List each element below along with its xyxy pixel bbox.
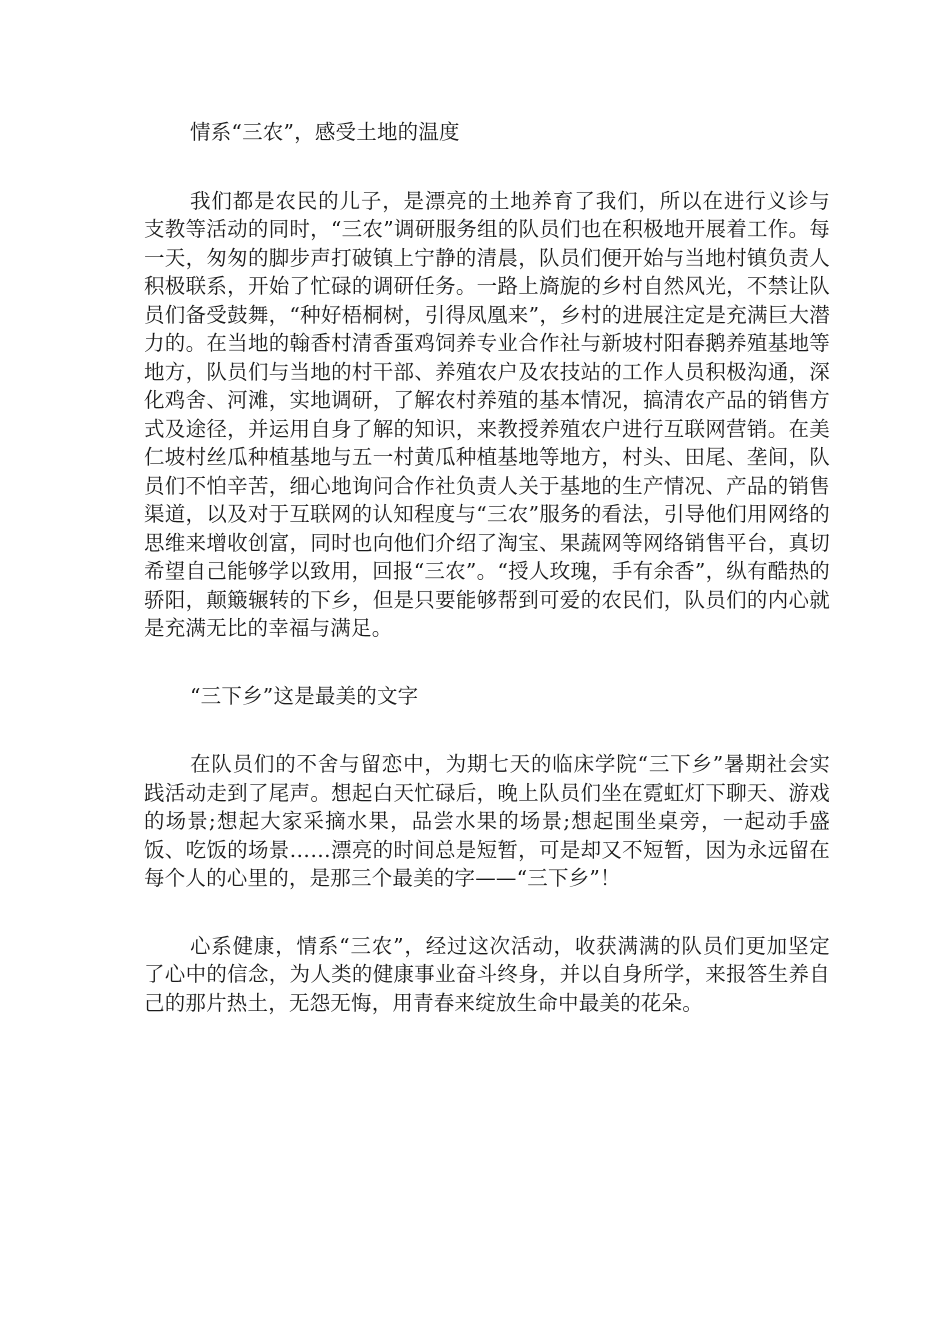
section-heading-2: “三下乡”这是最美的文字 xyxy=(190,683,419,708)
spacer xyxy=(144,893,830,932)
paragraph-3: 心系健康，情系“三农”，经过这次活动，收获满满的队员们更加坚定了心中的信念，为人类的健康事业奋斗终身，并以自身所学，来报答生养自己的那片热土，无怨无悔，用青春来绽放生命中最美的花朵。 xyxy=(144,933,830,1015)
section-heading-1: 情系“三农”，感受土地的温度 xyxy=(190,120,460,144)
spacer xyxy=(144,147,830,187)
paragraph-2: 在队员们的不舍与留恋中，为期七天的临床学院“三下乡”暑期社会实践活动走到了尾声。想起白天忙碌后，晚上队员们坐在霓虹灯下聊天、游戏的场景;想起大家采摘水果，品尝水果的场景;想起围坐桌旁，一起动手盛饭、吃饭的场景……漂亮的时间总是短暂，可是却又不短暂，因为永远留在每个人的心里的，是那三个最美的字——“三下乡”！ xyxy=(144,752,830,890)
paragraph-1: 我们都是农民的儿子，是漂亮的土地养育了我们，所以在进行义诊与支教等活动的同时，“三农”调研服务组的队员们也在积极地开展着工作。每一天，匆匆的脚步声打破镇上宁静的清晨，队员们便开始与当地村镇负责人积极联系，开始了忙碌的调研任务。一路上旖旎的乡村自然风光，不禁让队员们备受鼓舞，“种好梧桐树，引得凤凰来”，乡村的进展注定是充满巨大潜力的。在当地的翰香村清香蛋鸡饲养专业合作社与新坡村阳春鹅养殖基地等地方，队员们与当地的村干部、养殖农户及农技站的工作人员积极沟通，深化鸡舍、河滩，实地调研，了解农村养殖的基本情况，搞清农产品的销售方式及途径，并运用自身了解的知识，来教授养殖农户进行互联网营销。在美仁坡村丝瓜种植基地与五一村黄瓜种植基地等地方，村头、田尾、垄间，队员们不怕辛苦，细心地询问合作社负责人关于基地的生产情况、产品的销售渠道，以及对于互联网的认知程度与“三农”服务的看法，引导他们用网络的思维来增收创富，同时也向他们介绍了淘宝、果蔬网等网络销售平台，真切希望自己能够学以致用，回报“三农”。“授人玫瑰，手有余香”，纵有酷热的骄阳，颠簸辗转的下乡，但是只要能够帮到可爱的农民们，队员们的内心就是充满无比的幸福与满足。 xyxy=(144,188,830,640)
document-body xyxy=(144,118,830,1017)
spacer xyxy=(144,710,830,750)
spacer xyxy=(144,643,830,682)
